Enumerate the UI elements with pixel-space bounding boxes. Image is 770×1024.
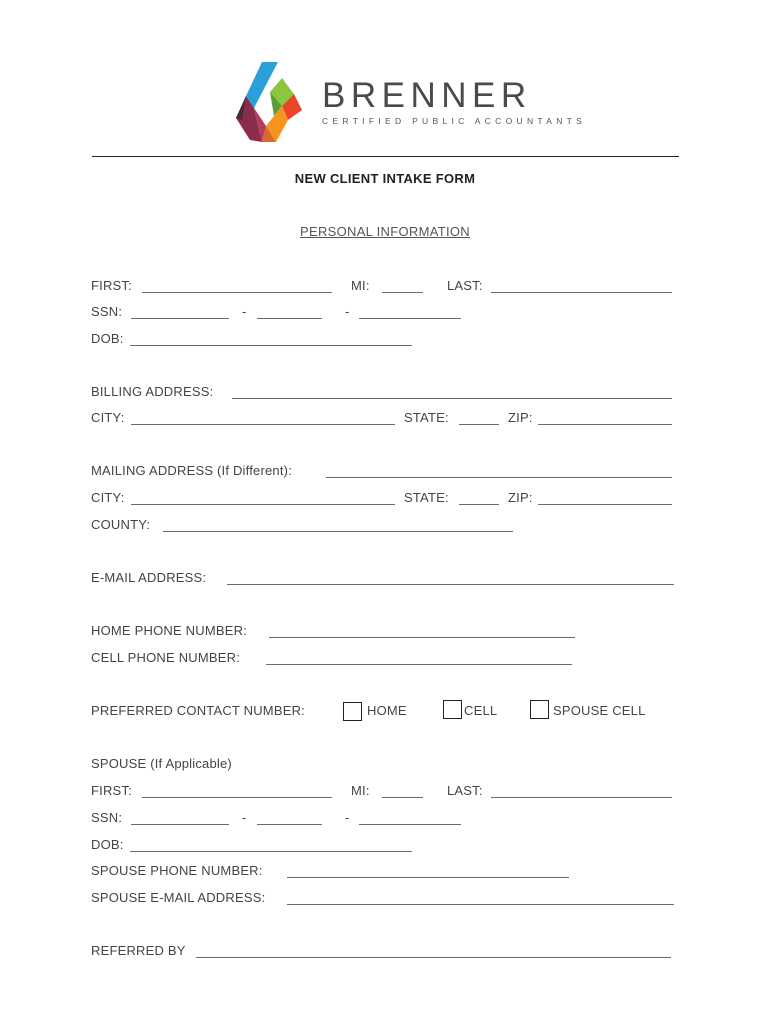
dob-row [91,331,681,349]
state-label: STATE: [404,410,449,425]
company-name: BRENNER [322,76,532,115]
billing-zip-field[interactable] [538,424,672,425]
home-checkbox[interactable] [343,702,362,721]
spouse-dob-row [91,837,681,855]
county-row [91,517,681,535]
city-label: CITY: [91,490,125,505]
cell-checkbox[interactable] [443,700,462,719]
ssn-dash: - [345,810,350,825]
first-label: FIRST: [91,783,132,798]
preferred-contact-row [91,703,691,721]
mi-label: MI: [351,783,370,798]
referred-by-label: REFERRED BY [91,943,186,958]
home-option-label: HOME [367,703,407,718]
spouse-ssn-row [91,810,681,828]
first-label: FIRST: [91,278,132,293]
spouse-email-row [91,890,681,908]
zip-label: ZIP: [508,410,533,425]
billing-address-label: BILLING ADDRESS: [91,384,214,399]
mailing-city-field[interactable] [131,504,395,505]
brand-block [322,76,587,126]
home-phone-row [91,623,681,641]
city-label: CITY: [91,410,125,425]
company-tagline: CERTIFIED PUBLIC ACCOUNTANTS [322,116,587,126]
mailing-address-field[interactable] [326,477,672,478]
name-row [91,278,681,296]
spouse-ssn-part3-field[interactable] [359,824,461,825]
mailing-state-field[interactable] [459,504,499,505]
dob-field[interactable] [130,345,412,346]
brenner-logo-icon [232,62,304,144]
dob-label: DOB: [91,331,124,346]
spouse-cell-checkbox[interactable] [530,700,549,719]
county-field[interactable] [163,531,513,532]
referred-by-field[interactable] [196,957,671,958]
first-name-field[interactable] [142,292,332,293]
ssn-row [91,304,681,322]
state-label: STATE: [404,490,449,505]
spouse-phone-label: SPOUSE PHONE NUMBER: [91,863,263,878]
section-title: PERSONAL INFORMATION [300,224,470,239]
mailing-address-label: MAILING ADDRESS (If Different): [91,463,293,478]
referred-by-row [91,943,681,961]
mailing-city-row [91,490,681,508]
email-label: E-MAIL ADDRESS: [91,570,207,585]
spouse-ssn-part1-field[interactable] [131,824,229,825]
spouse-email-label: SPOUSE E-MAIL ADDRESS: [91,890,266,905]
spouse-name-row [91,783,681,801]
spouse-heading: SPOUSE (If Applicable) [91,756,232,771]
mi-label: MI: [351,278,370,293]
spouse-dob-field[interactable] [130,851,412,852]
ssn-label: SSN: [91,304,123,319]
email-field[interactable] [227,584,674,585]
mailing-zip-field[interactable] [538,504,672,505]
home-phone-field[interactable] [269,637,575,638]
mailing-address-row [91,463,681,481]
ssn-dash: - [345,304,350,319]
zip-label: ZIP: [508,490,533,505]
last-label: LAST: [447,278,483,293]
billing-city-field[interactable] [131,424,395,425]
ssn-dash: - [242,304,247,319]
last-label: LAST: [447,783,483,798]
mi-field[interactable] [382,292,423,293]
billing-address-row [91,384,681,402]
spouse-first-name-field[interactable] [142,797,332,798]
spouse-last-name-field[interactable] [491,797,672,798]
spouse-mi-field[interactable] [382,797,423,798]
billing-address-field[interactable] [232,398,672,399]
billing-city-row [91,410,681,428]
cell-phone-row [91,650,681,668]
dob-label: DOB: [91,837,124,852]
email-row [91,570,681,588]
ssn-label: SSN: [91,810,123,825]
spouse-cell-option-label: SPOUSE CELL [553,703,646,718]
ssn-part1-field[interactable] [131,318,229,319]
county-label: COUNTY: [91,517,151,532]
form-title: NEW CLIENT INTAKE FORM [294,171,476,186]
preferred-contact-label: PREFERRED CONTACT NUMBER: [91,703,305,718]
cell-phone-label: CELL PHONE NUMBER: [91,650,241,665]
spouse-phone-row [91,863,681,881]
billing-state-field[interactable] [459,424,499,425]
cell-option-label: CELL [464,703,498,718]
ssn-dash: - [242,810,247,825]
last-name-field[interactable] [491,292,672,293]
header-divider [92,156,679,157]
ssn-part3-field[interactable] [359,318,461,319]
spouse-heading-row [91,756,681,774]
cell-phone-field[interactable] [266,664,572,665]
ssn-part2-field[interactable] [257,318,322,319]
spouse-ssn-part2-field[interactable] [257,824,322,825]
spouse-phone-field[interactable] [287,877,569,878]
home-phone-label: HOME PHONE NUMBER: [91,623,248,638]
spouse-email-field[interactable] [287,904,674,905]
